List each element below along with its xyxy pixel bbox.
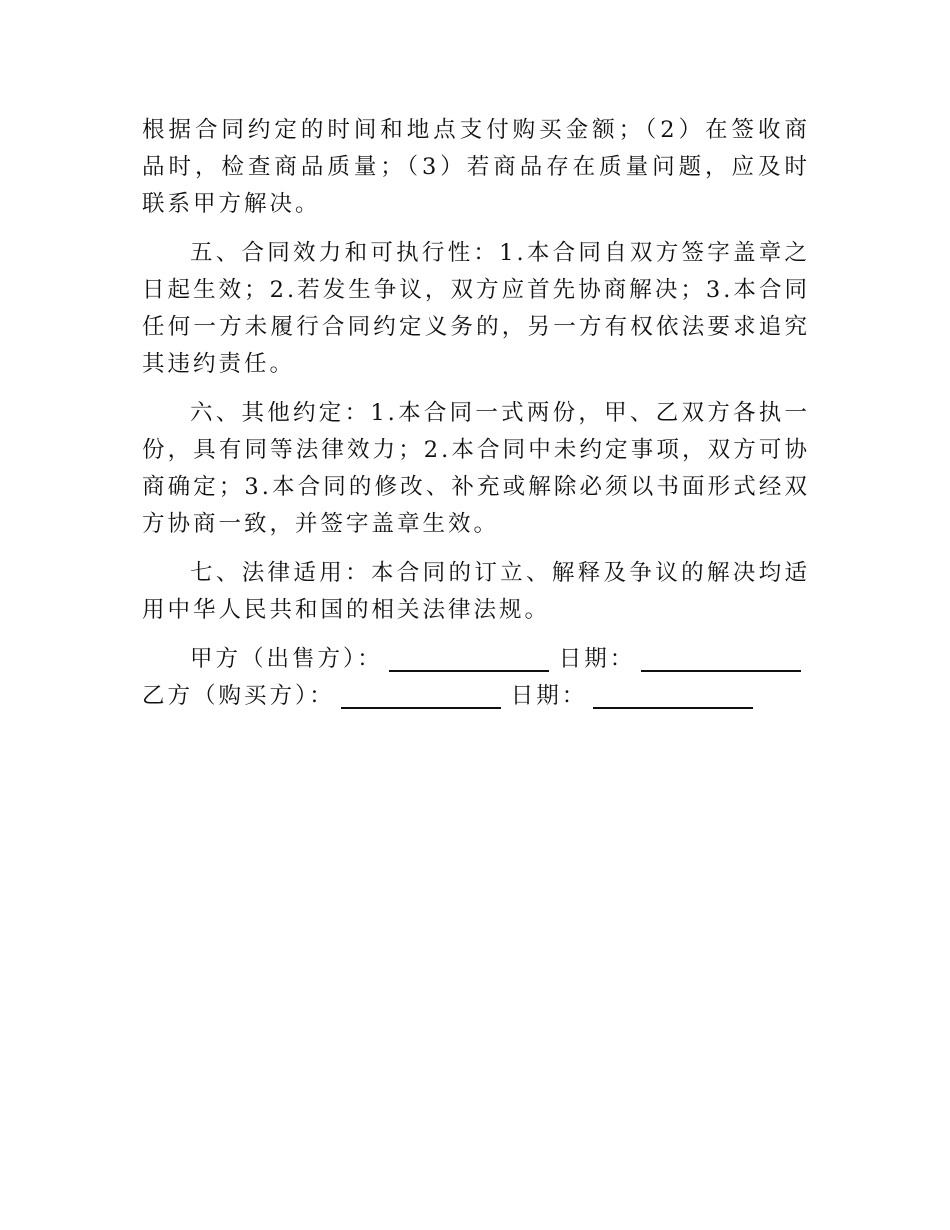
signature-block bbox=[142, 641, 810, 715]
party-b-date-label: 日期： bbox=[510, 683, 588, 709]
party-a-signature-blank bbox=[389, 644, 549, 672]
paragraph-obligations-continued: 根据合同约定的时间和地点支付购买金额；（2）在签收商品时，检查商品质量；（3）若商品存在质量问题，应及时联系甲方解决。 bbox=[142, 117, 810, 217]
party-b-date-blank bbox=[593, 681, 753, 709]
paragraph-section-5-validity: 五、合同效力和可执行性：1.本合同自双方签字盖章之日起生效；2.若发生争议，双方应首先协商解决；3.本合同任何一方未履行合同约定义务的，另一方有权依法要求追究其违约责任。 bbox=[142, 240, 810, 377]
party-a-label: 甲方（出售方）： bbox=[190, 646, 383, 672]
party-a-signature-line bbox=[142, 641, 810, 678]
party-b-signature-blank bbox=[341, 681, 501, 709]
paragraph-section-7-law: 七、法律适用：本合同的订立、解释及争议的解决均适用中华人民共和国的相关法律法规。 bbox=[142, 560, 810, 623]
party-b-label: 乙方（购买方）： bbox=[142, 683, 335, 709]
document-body bbox=[142, 112, 810, 715]
party-a-date-blank bbox=[641, 644, 801, 672]
paragraph-section-6-other: 六、其他约定：1.本合同一式两份，甲、乙双方各执一份，具有同等法律效力；2.本合同中未约定事项，双方可协商确定；3.本合同的修改、补充或解除必须以书面形式经双方协商一致，并签字盖章生效。 bbox=[142, 400, 810, 537]
party-b-signature-line bbox=[142, 678, 810, 715]
party-a-date-label: 日期： bbox=[558, 646, 636, 672]
